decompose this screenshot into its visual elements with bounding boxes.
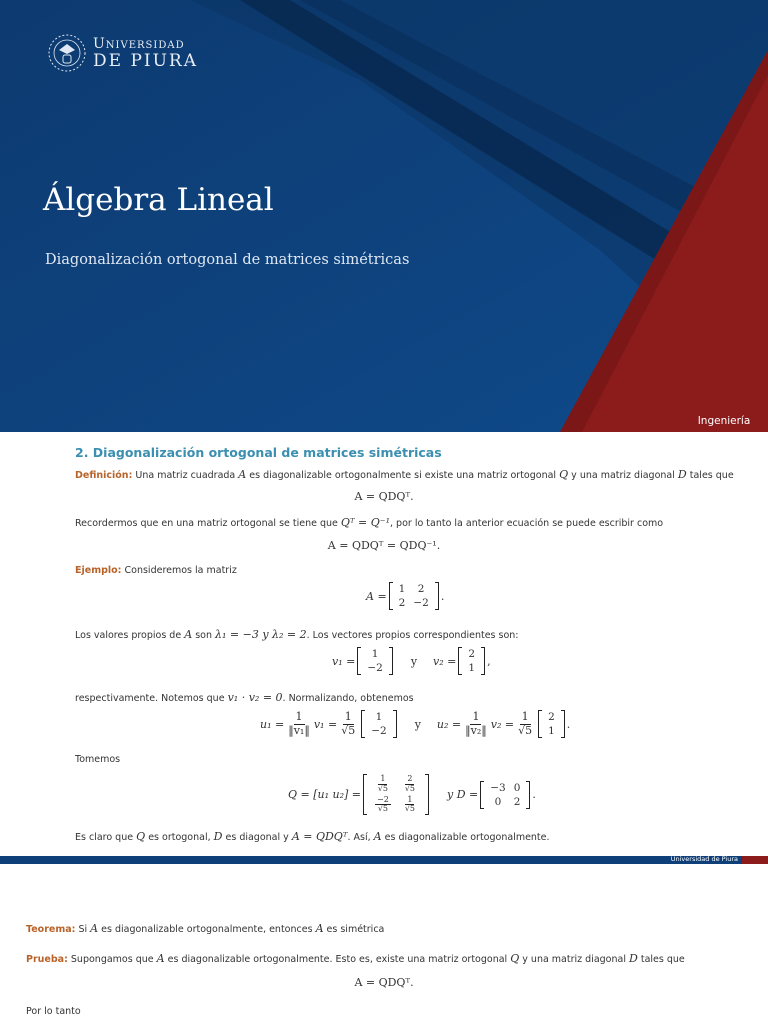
university-logo — [47, 30, 198, 76]
title-slide — [0, 0, 768, 432]
text: Consideremos la matriz — [124, 565, 237, 576]
department-tab: Ingeniería — [680, 410, 768, 432]
equation-matrix-a — [366, 582, 444, 610]
theorem-slide — [0, 864, 768, 1024]
content-slide — [0, 432, 768, 864]
math-symbol: D — [629, 952, 638, 965]
vector-u1 — [361, 710, 396, 738]
punctuation: , — [487, 654, 491, 668]
math-symbol: = — [451, 717, 462, 731]
math-symbol: = — [504, 717, 515, 731]
text: Si — [78, 924, 88, 935]
matrix-cell: 1 — [548, 725, 555, 737]
matrix-cell: 2 — [398, 597, 406, 609]
text: Supongamos que — [70, 954, 154, 965]
math-symbol: A — [315, 922, 324, 935]
punctuation: . — [532, 788, 536, 802]
eigenvalues-paragraph — [75, 628, 519, 641]
text: es diagonalizable ortogonalmente, entonces — [101, 924, 313, 935]
math-symbol: Q — [559, 468, 569, 481]
definition-paragraph — [75, 468, 734, 481]
proof-paragraph — [26, 952, 685, 965]
conclusion-paragraph — [75, 830, 550, 843]
matrix-cell: 1 — [375, 711, 383, 723]
vector-v2 — [458, 647, 485, 675]
fraction-denominator: √5 — [404, 783, 415, 793]
matrix-cell: 2 — [417, 583, 425, 595]
math-symbol: Q = [u₁ u₂] = — [288, 788, 362, 802]
matrix-cell: 0 — [513, 781, 521, 794]
fraction-numerator: 1 — [521, 710, 529, 724]
page-subtitle: Diagonalización ortogonal de matrices simétricas — [45, 252, 410, 268]
page-title: Álgebra Lineal — [43, 182, 274, 218]
text: es diagonalizable ortogonalmente si existe una matriz ortogonal — [249, 470, 557, 481]
punctuation: . — [566, 717, 571, 731]
equation-definition: A = QDQᵀ. — [354, 490, 414, 503]
tomemos-paragraph: Tomemos — [75, 754, 121, 765]
matrix-cell: −3 — [490, 781, 506, 794]
vector-v1 — [357, 647, 392, 675]
example-label: Ejemplo: — [75, 565, 122, 576]
equation-q-and-d — [288, 774, 536, 815]
math-inline: λ₁ = −3 y λ₂ = 2 — [215, 628, 307, 641]
equation-eigenvectors — [332, 647, 491, 675]
matrix-cell: 2 — [513, 795, 521, 808]
text: y — [414, 717, 421, 731]
matrix-q — [363, 774, 429, 815]
math-symbol: A — [156, 952, 165, 965]
proof-label: Prueba: — [26, 954, 68, 965]
text: es simétrica — [326, 924, 385, 935]
text: Los valores propios de — [75, 630, 182, 641]
logo-line-2: DE PIURA — [93, 50, 199, 71]
matrix-cell: 0 — [494, 795, 502, 808]
matrix-cell: 1 — [371, 648, 379, 660]
text: y una matriz diagonal — [522, 954, 626, 965]
math-symbol: D — [213, 830, 223, 843]
respectively-paragraph — [75, 691, 414, 704]
vector-u2 — [538, 710, 565, 738]
matrix-cell: 1 — [468, 662, 476, 674]
text: Recordermos que en una matriz ortogonal se tiene que — [75, 518, 338, 529]
text: es ortogonal, — [148, 832, 211, 843]
math-symbol: A — [373, 830, 382, 843]
math-symbol: D — [677, 468, 687, 481]
text: y — [410, 654, 418, 668]
text: tales que — [689, 470, 734, 481]
text: . Los vectores propios correspondientes son: — [306, 630, 519, 641]
math-inline: A = QDQᵀ — [291, 830, 348, 843]
matrix-cell: −2 — [413, 597, 429, 609]
matrix-cell: 1 — [398, 583, 406, 595]
math-inline: v₁ · v₂ = 0 — [227, 691, 283, 704]
math-symbol: = — [275, 717, 285, 731]
math-symbol: A = — [366, 589, 387, 603]
fraction-numerator: 1 — [344, 710, 352, 724]
text: Una matriz cuadrada — [135, 470, 236, 481]
text: respectivamente. Notemos que — [75, 693, 225, 704]
matrix-d — [480, 781, 530, 809]
matrix-cell: −2 — [371, 725, 387, 737]
matrix-cell: −2 — [367, 662, 383, 674]
math-symbol: y D = — [447, 788, 479, 802]
math-symbol: A — [90, 922, 99, 935]
footer-accent — [742, 856, 768, 864]
math-symbol: Q — [510, 952, 520, 965]
text: Es claro que — [75, 832, 134, 843]
equation-theorem: A = QDQᵀ. — [354, 976, 414, 989]
footer-text: Universidad de Piura — [670, 855, 738, 863]
text: . Así, — [347, 832, 371, 843]
fraction-denominator: ‖v₁‖ — [288, 723, 310, 737]
text: tales que — [640, 954, 685, 965]
fraction-numerator: 2 — [407, 774, 413, 783]
theorem-label: Teorema: — [26, 924, 76, 935]
theorem-paragraph — [26, 922, 384, 935]
university-seal-icon — [47, 30, 87, 76]
section-heading: 2. Diagonalización ortogonal de matrices simétricas — [75, 445, 442, 460]
math-symbol: = — [327, 717, 338, 731]
math-symbol: v₂ — [490, 717, 502, 731]
math-inline: Qᵀ = Q⁻¹ — [340, 516, 391, 529]
punctuation: . — [440, 589, 445, 603]
fraction-numerator: 1 — [380, 774, 386, 783]
example-paragraph — [75, 565, 237, 576]
equation-normalized — [260, 710, 570, 738]
equation-orthogonal: A = QDQᵀ = QDQ⁻¹. — [327, 539, 441, 552]
recall-paragraph — [75, 516, 663, 529]
fraction-numerator: −2 — [377, 794, 389, 804]
text: es diagonalizable ortogonalmente. — [384, 832, 550, 843]
logo-line-1: Universidad — [93, 35, 185, 52]
math-symbol: v₁ — [313, 717, 325, 731]
fraction-numerator: 1 — [295, 710, 303, 724]
fraction-denominator: ‖v₂‖ — [465, 723, 487, 737]
matrix-cell: 2 — [548, 711, 555, 723]
fraction-numerator: 1 — [472, 710, 480, 724]
definition-label: Definición: — [75, 470, 133, 481]
math-symbol: u₁ — [260, 717, 272, 731]
text: y una matriz diagonal — [571, 470, 675, 481]
matrix-cell: 2 — [468, 648, 476, 660]
fraction-numerator: 1 — [407, 794, 413, 804]
fraction-denominator: √5 — [377, 804, 388, 814]
math-symbol: v₂ — [433, 654, 444, 668]
fraction-denominator: √5 — [341, 723, 356, 737]
por-lo-tanto-text: Por lo tanto — [26, 1006, 81, 1017]
math-symbol: = — [346, 654, 356, 668]
math-symbol: A — [184, 628, 193, 641]
text: es diagonalizable ortogonalmente. Esto es, existe una matriz ortogonal — [167, 954, 508, 965]
math-symbol: A — [238, 468, 247, 481]
fraction-denominator: √5 — [377, 783, 388, 793]
math-symbol: u₂ — [436, 717, 449, 731]
text: , por lo tanto la anterior ecuación se puede escribir como — [390, 518, 664, 529]
text: son — [195, 630, 212, 641]
matrix-a — [389, 582, 439, 610]
slide-footer-bar — [0, 856, 768, 864]
text: es diagonal y — [225, 832, 289, 843]
fraction-denominator: √5 — [518, 723, 533, 737]
text: . Normalizando, obtenemos — [282, 693, 414, 704]
math-symbol: = — [447, 654, 457, 668]
math-symbol: v₁ — [332, 654, 343, 668]
math-symbol: Q — [136, 830, 146, 843]
fraction-denominator: √5 — [404, 804, 415, 814]
